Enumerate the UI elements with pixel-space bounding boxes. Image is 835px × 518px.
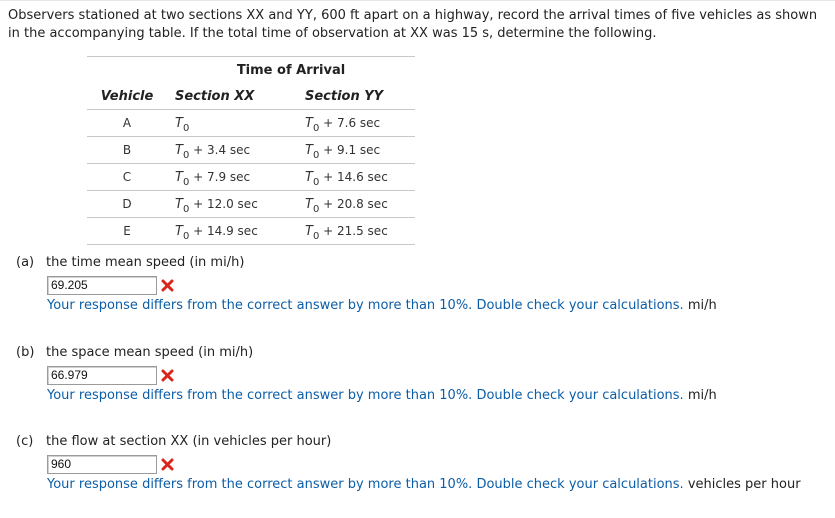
question-a xyxy=(16,254,717,315)
feedback-message xyxy=(47,476,801,494)
t0-symbol: T xyxy=(175,142,183,158)
t0-subscript: 0 xyxy=(182,149,190,161)
t0-subscript: 0 xyxy=(182,122,190,134)
t0-subscript: 0 xyxy=(312,122,320,134)
yy-offset: + 21.5 sec xyxy=(323,223,388,238)
question-letter: (a) xyxy=(16,255,35,270)
question-letter: (b) xyxy=(16,345,35,360)
vehicle-cell: B xyxy=(87,137,167,164)
yy-offset: + 14.6 sec xyxy=(323,169,388,184)
problem-statement: Observers stationed at two sections XX and YY, 600 ft apart on a highway, record the arrival times of five vehicles as shown in the accompanying table. If the total time of observation at XX was 15 s, determine the following. xyxy=(8,8,818,41)
answer-row xyxy=(47,366,717,386)
question-label xyxy=(16,433,801,451)
t0-symbol: T xyxy=(305,169,313,185)
t0-symbol: T xyxy=(305,223,313,239)
feedback-message xyxy=(47,297,717,315)
question-letter: (c) xyxy=(16,434,34,449)
answer-unit: mi/h xyxy=(687,298,717,313)
answer-row xyxy=(47,276,717,296)
yy-offset: + 20.8 sec xyxy=(323,196,388,211)
t0-subscript: 0 xyxy=(182,176,190,188)
t0-subscript: 0 xyxy=(312,230,320,242)
top-divider xyxy=(0,0,835,1)
t0-subscript: 0 xyxy=(312,149,320,161)
question-prompt: the space mean speed (in mi/h) xyxy=(46,345,254,360)
section-yy-cell xyxy=(305,110,415,137)
table-row xyxy=(87,191,415,218)
yy-offset: + 7.6 sec xyxy=(323,115,381,130)
t0-symbol: T xyxy=(305,115,313,131)
feedback-message xyxy=(47,387,717,405)
xx-offset: + 12.0 sec xyxy=(193,196,258,211)
xx-offset: + 14.9 sec xyxy=(193,223,258,238)
feedback-text: Your response differs from the correct answer by more than 10%. Double check your calculations. xyxy=(47,477,684,492)
table-row xyxy=(87,110,415,137)
t0-symbol: T xyxy=(305,142,313,158)
answer-input-c[interactable]: 960 xyxy=(47,455,157,474)
group-header: Time of Arrival xyxy=(167,57,415,84)
vehicle-cell: A xyxy=(87,110,167,137)
x-mark-icon xyxy=(161,279,174,292)
question-label xyxy=(16,344,717,362)
t0-subscript: 0 xyxy=(312,176,320,188)
vehicle-cell: E xyxy=(87,218,167,245)
xx-offset: + 3.4 sec xyxy=(193,142,251,157)
question-prompt: the flow at section XX (in vehicles per hour) xyxy=(46,434,332,449)
answer-input-a[interactable]: 69.205 xyxy=(47,276,157,295)
answer-row xyxy=(47,455,801,475)
section-yy-cell xyxy=(305,218,415,245)
feedback-text: Your response differs from the correct answer by more than 10%. Double check your calculations. xyxy=(47,388,684,403)
t0-symbol: T xyxy=(305,196,313,212)
section-yy-cell xyxy=(305,191,415,218)
answer-unit: vehicles per hour xyxy=(687,477,801,492)
xx-offset: + 7.9 sec xyxy=(193,169,251,184)
t0-symbol: T xyxy=(175,169,183,185)
section-xx-cell xyxy=(167,191,305,218)
x-mark-icon xyxy=(161,369,174,382)
table-row xyxy=(87,137,415,164)
section-xx-cell xyxy=(167,218,305,245)
section-yy-cell xyxy=(305,137,415,164)
table-corner xyxy=(87,57,167,84)
question-b xyxy=(16,344,717,405)
vehicle-cell: D xyxy=(87,191,167,218)
t0-subscript: 0 xyxy=(312,203,320,215)
section-xx-cell xyxy=(167,137,305,164)
col-header-section-yy: Section YY xyxy=(305,83,415,110)
question-prompt: the time mean speed (in mi/h) xyxy=(46,255,245,270)
section-xx-cell xyxy=(167,164,305,191)
table-row xyxy=(87,164,415,191)
table-row xyxy=(87,218,415,245)
t0-subscript: 0 xyxy=(182,203,190,215)
col-header-vehicle: Vehicle xyxy=(87,83,167,110)
t0-symbol: T xyxy=(175,223,183,239)
answer-unit: mi/h xyxy=(687,388,717,403)
question-c xyxy=(16,433,801,494)
section-yy-cell xyxy=(305,164,415,191)
yy-offset: + 9.1 sec xyxy=(323,142,381,157)
question-label xyxy=(16,254,717,272)
col-header-section-xx: Section XX xyxy=(167,83,305,110)
answer-input-b[interactable]: 66.979 xyxy=(47,366,157,385)
t0-symbol: T xyxy=(175,115,183,131)
t0-subscript: 0 xyxy=(182,230,190,242)
section-xx-cell xyxy=(167,110,305,137)
t0-symbol: T xyxy=(175,196,183,212)
feedback-text: Your response differs from the correct answer by more than 10%. Double check your calculations. xyxy=(47,298,684,313)
vehicle-cell: C xyxy=(87,164,167,191)
arrival-times-table xyxy=(87,56,415,245)
x-mark-icon xyxy=(161,458,174,471)
